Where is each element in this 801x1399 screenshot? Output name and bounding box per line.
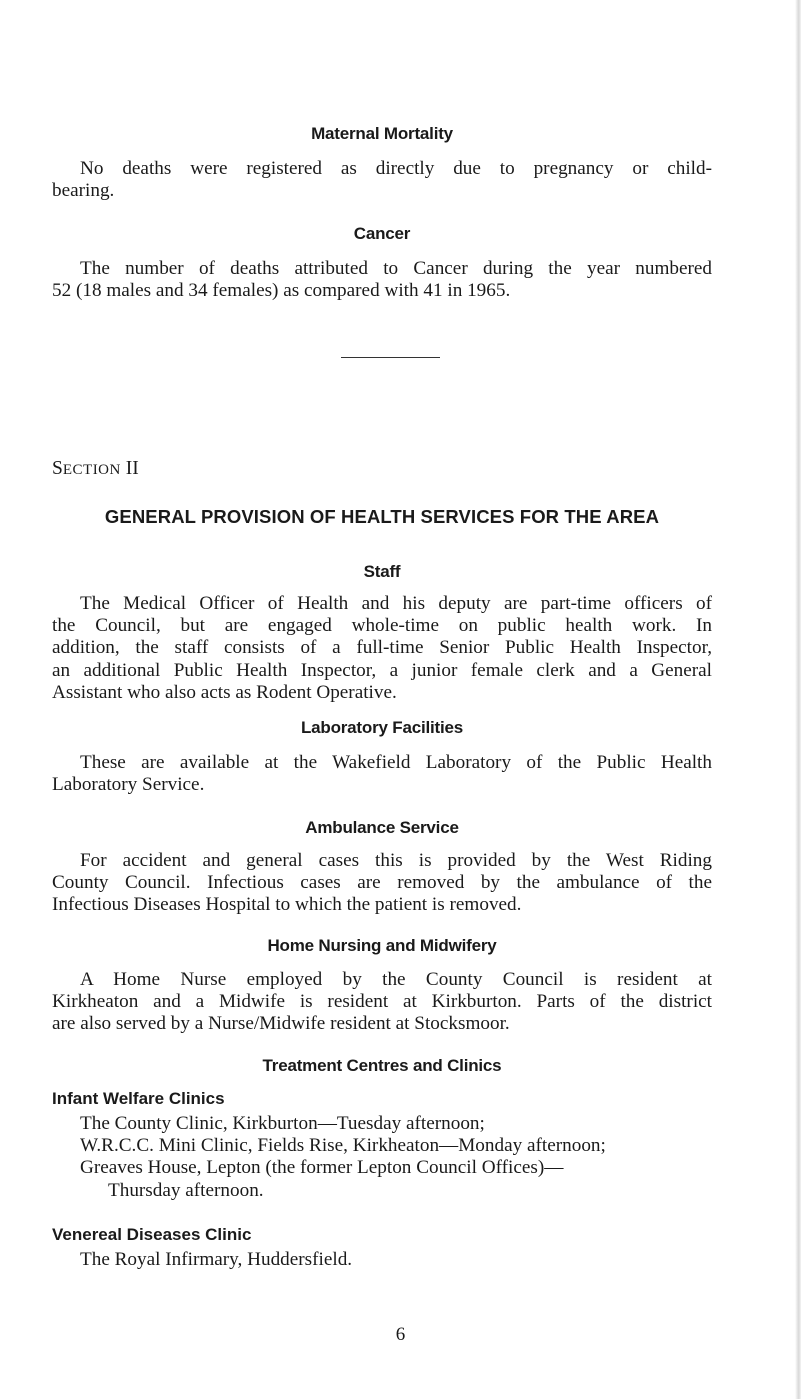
paragraph-line: Laboratory Service. <box>52 774 205 796</box>
paragraph-line: the Council, but are engaged whole-time on public health work. In <box>52 615 712 637</box>
section-label <box>52 458 139 480</box>
staff-heading: Staff <box>363 562 401 581</box>
list-item: Greaves House, Lepton (the former Lepton Council Offices)— <box>80 1157 564 1179</box>
laboratory-heading: Laboratory Facilities <box>300 718 464 737</box>
maternal-mortality-paragraph <box>52 158 712 202</box>
section-divider <box>341 357 440 358</box>
paragraph-line: A Home Nurse employed by the County Council is resident at <box>80 969 712 990</box>
laboratory-paragraph <box>52 752 712 796</box>
nursing-paragraph <box>52 969 712 1036</box>
cancer-paragraph <box>52 258 712 302</box>
list-item: W.R.C.C. Mini Clinic, Fields Rise, Kirkheaton—Monday afternoon; <box>80 1135 606 1157</box>
paragraph-line: Assistant who also acts as Rodent Operative. <box>52 681 397 703</box>
ambulance-heading: Ambulance Service <box>305 818 459 837</box>
paragraph-line: The Medical Officer of Health and his deputy are part-time officers of <box>80 593 712 614</box>
page-number: 6 <box>395 1324 406 1345</box>
venereal-heading: Venereal Diseases Clinic <box>52 1225 252 1244</box>
treatment-heading: Treatment Centres and Clinics <box>262 1056 502 1075</box>
paragraph-line: No deaths were registered as directly due to pregnancy or child- <box>80 158 712 179</box>
staff-paragraph <box>52 593 712 704</box>
paragraph-line: County Council. Infectious cases are removed by the ambulance of the <box>52 872 712 894</box>
section-numeral: II <box>125 458 139 479</box>
paragraph-line: addition, the staff consists of a full-time Senior Public Health Inspector, <box>52 637 712 659</box>
nursing-heading: Home Nursing and Midwifery <box>267 936 497 955</box>
paragraph-line: 52 (18 males and 34 females) as compared with 41 in 1965. <box>52 280 511 302</box>
paragraph-line: Kirkheaton and a Midwife is resident at Kirkburton. Parts of the district <box>52 991 712 1013</box>
infant-welfare-list <box>80 1113 606 1202</box>
list-item: Thursday afternoon. <box>108 1179 264 1201</box>
list-item: The Royal Infirmary, Huddersfield. <box>80 1249 353 1270</box>
paragraph-line: The number of deaths attributed to Cancer during the year numbered <box>80 258 712 279</box>
paragraph-line: an additional Public Health Inspector, a junior female clerk and a General <box>52 659 712 681</box>
paragraph-line: are also served by a Nurse/Midwife resident at Stocksmoor. <box>52 1013 510 1035</box>
infant-welfare-heading: Infant Welfare Clinics <box>52 1089 225 1108</box>
paragraph-line: Infectious Diseases Hospital to which the patient is removed. <box>52 894 522 916</box>
cancer-heading: Cancer <box>353 224 411 243</box>
maternal-mortality-heading: Maternal Mortality <box>311 124 453 143</box>
page-edge-shadow <box>795 0 801 1399</box>
section-word-rest: ECTION <box>62 462 121 478</box>
ambulance-paragraph <box>52 850 712 917</box>
section-initial: S <box>52 458 63 479</box>
paragraph-line: bearing. <box>52 180 115 202</box>
paragraph-line: For accident and general cases this is provided by the West Riding <box>80 850 712 871</box>
paragraph-line: These are available at the Wakefield Laboratory of the Public Health <box>80 752 712 773</box>
section-title: GENERAL PROVISION OF HEALTH SERVICES FOR THE AREA <box>104 506 660 527</box>
list-item: The County Clinic, Kirkburton—Tuesday afternoon; <box>80 1113 485 1134</box>
venereal-list <box>80 1249 352 1271</box>
